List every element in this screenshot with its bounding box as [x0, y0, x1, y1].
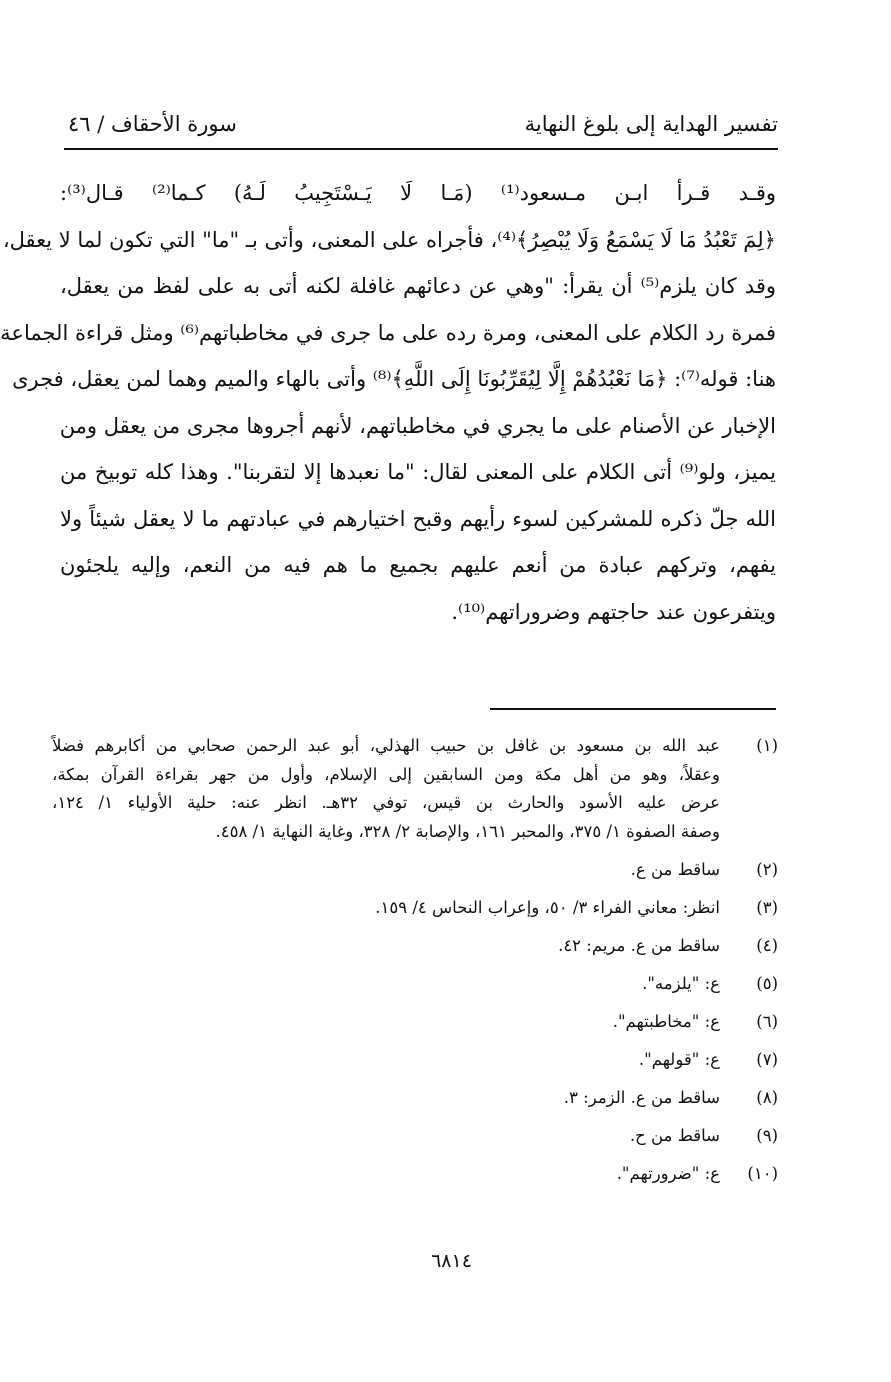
footnote-text: ع: "ضرورتهم". [616, 1164, 720, 1183]
text-line: الله جلّ ذكره للمشركين لسوء رأيهم وقبح اختيارهم في عبادتهم ما لا يعقل شيئاً ولا [60, 506, 776, 531]
main-text [0, 170, 777, 635]
footnote [52, 1084, 778, 1112]
footnote-number: (٨) [756, 1088, 778, 1107]
footnote-text [52, 732, 720, 846]
text-line: يفهم، وتركهم عبادة من أنعم عليهم بجميع ما هم فيه من النعم، وإليه يلجئون [60, 553, 776, 577]
text-line: وقد كان يلزم⁽⁵⁾ أن يقرأ: "وهي عن دعائهم غافلة لكنه أتى به على لفظ من يعقل، [60, 274, 777, 298]
page-number: ٦٨١٤ [431, 1250, 472, 1272]
footnote [52, 1046, 778, 1074]
footnote-text: ساقط من ع. [630, 860, 720, 879]
footnote-text: ساقط من ع. الزمر: ٣. [563, 1088, 720, 1107]
footnote [52, 932, 778, 960]
footnote-text: ع: "قولهم". [638, 1050, 720, 1069]
text-line: يميز، ولو⁽⁹⁾ أتى الكلام على المعنى لقال: "ما نعبدها إلا لتقربنا". وهذا كله توبيخ من [60, 460, 776, 484]
footnote-separator [490, 708, 776, 710]
footnote-line: وصفة الصفوة ١/ ٣٧٥، والمحبر ١٦١، والإصابة ٢/ ٣٢٨، وغاية النهاية ١/ ٤٥٨. [215, 821, 720, 841]
footnote [52, 1008, 778, 1036]
footnote-number: (٢) [756, 860, 778, 879]
footnote-number: (١٠) [747, 1164, 778, 1183]
footnote-text: ع: "يلزمه". [642, 974, 720, 993]
running-header [64, 108, 778, 150]
footnote-line: عرض عليه الأسود والحارث بن قيس، توفي ٣٢هـ. انظر عنه: حلية الأولياء ١/ ١٢٤، [52, 793, 721, 812]
text-line: فمرة رد الكلام على المعنى، ومرة رده على ما جرى في مخاطباتهم⁽⁶⁾ ومثل قراءة الجماعة [0, 320, 776, 345]
footnote-number: (٧) [756, 1050, 778, 1069]
footnote-number: (٦) [756, 1012, 778, 1031]
footnote-line: وعقلاً، وهو من أهل مكة ومن السابقين إلى الإسلام، وأول من جهر بقراءة القرآن بمكة، [52, 764, 720, 784]
footnote-text: ع: "مخاطبتهم". [612, 1012, 720, 1031]
footnote [52, 1160, 778, 1188]
footnote-number: (٥) [756, 974, 778, 993]
footnote [52, 894, 778, 922]
book-title: تفسير الهداية إلى بلوغ النهاية [524, 112, 778, 136]
footnote-text: ساقط من ع. مريم: ٤٢. [558, 936, 720, 955]
footnote-text: انظر: معاني الفراء ٣/ ٥٠، وإعراب النحاس ٤/ ١٥٩. [375, 898, 720, 917]
text-line: الإخبار عن الأصنام على ما يجري في مخاطباتهم، لأنهم أجروها مجرى من يعقل ومن [59, 413, 776, 438]
text-line: هنا: قوله⁽⁷⁾: ﴿مَا نَعْبُدُهُمْ إِلَّا لِيُقَرِّبُونَا إِلَى اللَّهِ﴾⁽⁸⁾ وأتى بالهاء والميم وهما لمن يعقل، فجرى [12, 367, 776, 391]
footnote-text: ساقط من ح. [629, 1126, 720, 1145]
footnote [52, 1122, 778, 1150]
footnote [52, 732, 778, 846]
surah-label: سورة الأحقاف / ٤٦ [68, 112, 237, 136]
text-line: وقـد قـرأ ابـن مـسعود⁽¹⁾ (مَـا لَا يَـسْتَجِيبُ لَـهُ) كـما⁽²⁾ قـال⁽³⁾: [60, 181, 777, 205]
footnotes [52, 732, 778, 1198]
footnote [52, 856, 778, 884]
text-line: ﴿لِمَ تَعْبُدُ مَا لَا يَسْمَعُ وَلَا يُبْصِرُ﴾⁽⁴⁾، فأجراه على المعنى، وأتى بـ "ما" التي تكون لما لا يعقل، [2, 227, 776, 252]
footnote-number: (٤) [756, 936, 778, 955]
text-line: ويتفرعون عند حاجتهم وضروراتهم⁽¹⁰⁾. [451, 599, 776, 624]
footnote-number: (٣) [756, 898, 778, 917]
footnote-number: (٩) [756, 1126, 778, 1145]
footnote-line: عبد الله بن مسعود بن غافل بن حبيب الهذلي، أبو عبد الرحمن صحابي من أكابرهم فضلاً [52, 736, 720, 755]
footnote-number: (١) [756, 736, 778, 755]
footnote [52, 970, 778, 998]
